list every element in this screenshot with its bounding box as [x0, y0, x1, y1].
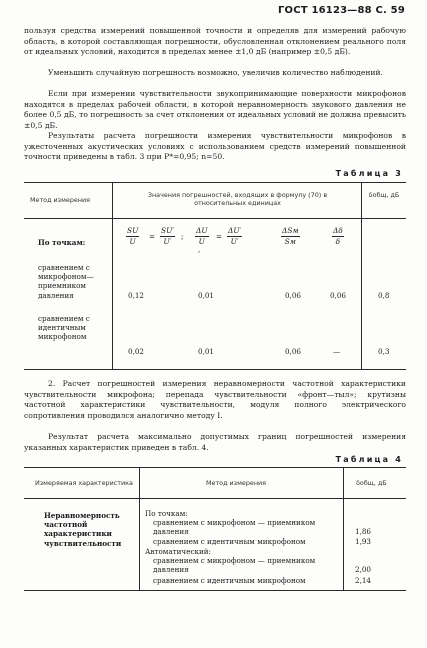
formula-s-u: $\frac{SU}{U}$ — [127, 226, 139, 246]
table3-row1-v4: 0,06 — [330, 291, 347, 300]
formula-sep-2: , — [198, 245, 201, 254]
table3-caption: Таблица 3 — [335, 169, 403, 178]
table4-line-2: сравнением с микрофоном — приемником давления — [153, 518, 316, 537]
table4-rule-header — [24, 498, 406, 499]
formula-delta-delta: $\frac{\Delta\delta}{\delta}$ — [333, 226, 343, 246]
table4-rule-bottom — [24, 590, 406, 591]
table4-line-5: сравнением с микрофоном — приемником давления — [153, 556, 316, 575]
table4-header-total: δобщ, дБ — [356, 479, 387, 487]
table4-header-char: Измеряемая характеристика — [35, 479, 133, 487]
table3-row1-v3: 0,06 — [285, 291, 302, 300]
table3-row1-v1: 0,12 — [128, 291, 145, 300]
table3-header-method: Метод измерения — [30, 196, 90, 204]
formula-sep-1: ; — [181, 232, 184, 241]
table4-rule-top — [24, 467, 406, 468]
table3-rule-bottom — [24, 369, 406, 370]
table3-header-total: δобщ, дБ — [368, 191, 400, 199]
table3-row1-total: 0,8 — [378, 291, 390, 300]
formula-equals-2: = — [216, 232, 223, 241]
table4-line-6: сравнением с идентичным микрофоном — [153, 576, 306, 585]
table3-rule-top — [24, 182, 406, 183]
paragraph-2: Уменьшить случайную погрешность возможно, увеличив количество наблюдений. — [48, 68, 383, 77]
table4-value-5: 2,00 — [355, 565, 372, 574]
paragraph-3: Если при измерении чувствительности звукопринимающие поверхности микрофонов находятся в пределах рабочей области, в которой неравномерность звукового давления не более 0,5 дБ, то погрешность за счет отклонения от идеальных условий не должна превысить ±0,5 дБ. — [24, 89, 406, 130]
table3-row2-method: сравнением с идентичным микрофоном — [38, 314, 90, 342]
table4-divider-1 — [139, 467, 140, 590]
paragraph-6: Результат расчета максимально допустимых границ погрешностей измерения указанных характеристик приведен в табл. 4. — [24, 432, 406, 452]
table4-caption: Таблица 4 — [335, 455, 403, 464]
formula-equals-1: = — [149, 232, 156, 241]
paragraph-4: Результаты расчета погрешности измерения чувствительности микрофонов в ужесточенных акустических условиях с использованием средств измерений повышенной точности приведены в табл. 3 при P*=0,95; n=50. — [24, 131, 406, 162]
table4-line-3: сравнением с идентичным микрофоном — [153, 537, 306, 546]
table3-by-points: По точкам: — [38, 238, 86, 247]
table3-row2-v4: — — [333, 347, 341, 356]
table4-value-2: 1,86 — [355, 527, 372, 536]
table4-value-3: 1,93 — [355, 537, 372, 546]
table3-row1-v2: 0,01 — [198, 291, 215, 300]
formula-delta-s-m: ΔSм Sм — [282, 226, 299, 246]
table4-divider-2 — [343, 467, 344, 590]
table3-row2-v2: 0,01 — [198, 347, 215, 356]
table3-header-values: Значения погрешностей, входящих в формулу (70) в относительных единицах — [147, 191, 328, 207]
table4-header-method: Метод измерения — [206, 479, 266, 487]
table3-divider-1 — [112, 182, 113, 369]
table3-row2-total: 0,3 — [378, 347, 390, 356]
table3-rule-header — [24, 218, 406, 219]
table3-row1-method: сравнением с микрофоном— приемником давления — [38, 263, 94, 300]
formula-delta-u-prime: $\frac{\Delta U'}{U'}$ — [228, 226, 242, 246]
table4-characteristic: Неравномерность частотной характеристики чувствительности — [44, 511, 122, 548]
paragraph-1: пользуя средства измерений повышенной точности и определяв для измерений рабочую область, в которой составляющая погрешности, обусловленная отклонением реального поля от идеальных условий, находится в пределах менее ±1,0 дБ (например ±0,5 дБ). — [24, 26, 406, 57]
table3-row2-v1: 0,02 — [128, 347, 145, 356]
table3-row2-v3: 0,06 — [285, 347, 302, 356]
table3-divider-2 — [361, 182, 362, 369]
formula-s-u-prime: $\frac{SU'}{U'}$ — [161, 226, 174, 246]
table4-line-4: Автоматический: — [145, 547, 211, 556]
paragraph-5: 2. Расчет погрешностей измерения неравномерности частотной характеристики чувствительности микрофона; перепада чувствительности «фронт—тыл»; крутизны частотной характеристики чувствительности, модуля полного электрического сопротивления проводился аналогично методу I. — [24, 379, 406, 420]
table4-value-6: 2,14 — [355, 576, 372, 585]
page-header: ГОСТ 16123—88 С. 59 — [277, 5, 405, 16]
formula-delta-u: $\frac{\Delta U}{U}$ — [196, 226, 208, 246]
table4-line-1: По точкам: — [145, 509, 188, 518]
